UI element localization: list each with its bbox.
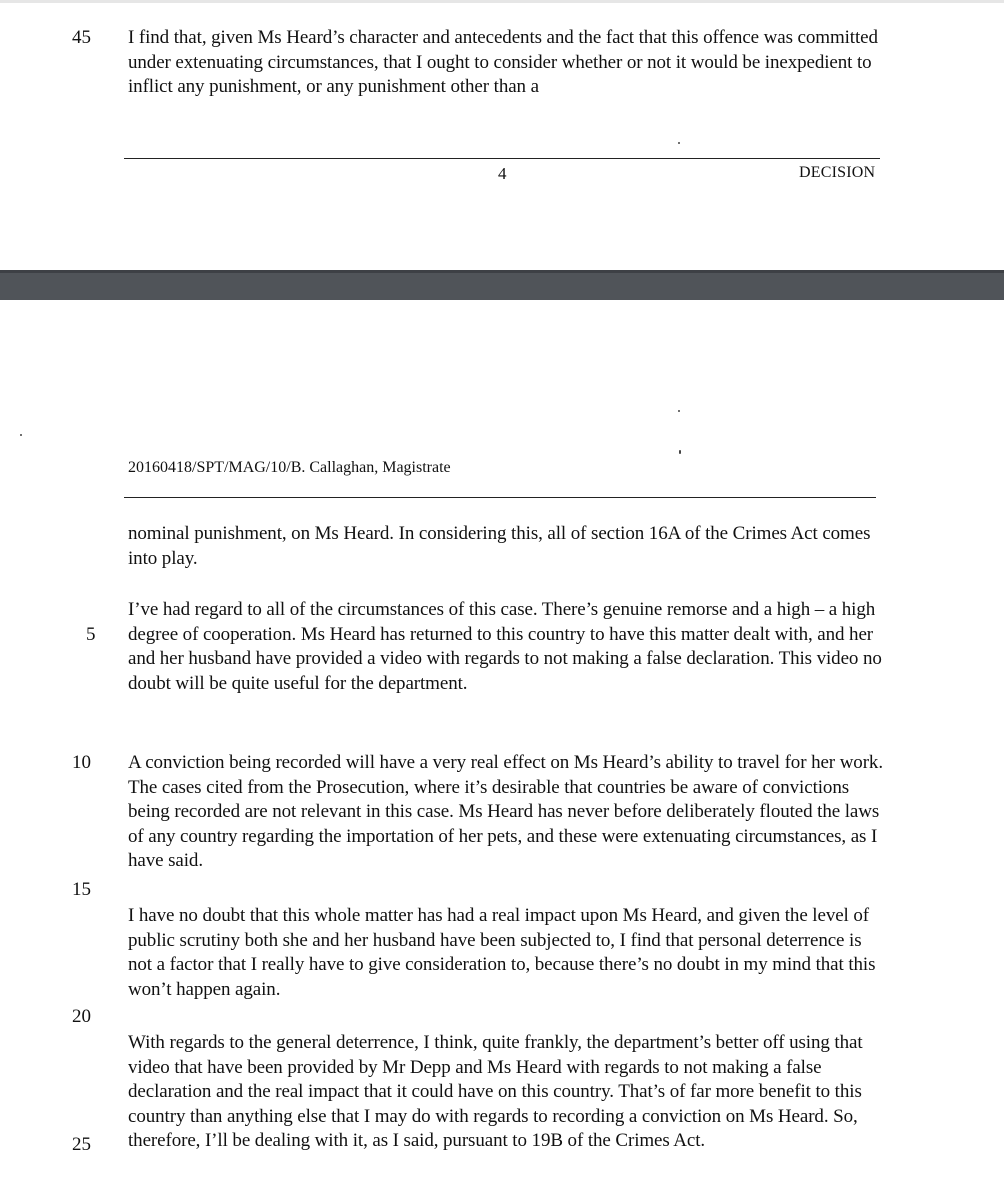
paragraph-decision-continuation: I find that, given Ms Heard’s character and antecedents and the fact that this offence was committed under extenuating circumstances, that I ought to consider whether or not it would be inexpedient to inflict any punishment, or any punishment other than a xyxy=(128,27,878,97)
line-number-45: 45 xyxy=(72,27,91,48)
document-page-4 xyxy=(0,0,1004,270)
scan-speck xyxy=(678,142,680,144)
line-number-25: 25 xyxy=(72,1134,91,1155)
paragraph-3: A conviction being recorded will have a very real effect on Ms Heard’s ability to travel for her work. The cases cited from the Prosecution, where it’s desirable that countries be aware of convictions being recorded are not relevant in this case. Ms Heard has never before deliberately flouted the laws of any country regarding the importation of her pets, and these were extenuating circumstances, as I have said. xyxy=(128,752,883,871)
paragraph-2: I’ve had regard to all of the circumstances of this case. There’s genuine remorse and a high – a high degree of cooperation. Ms Heard has returned to this country to have this matter dealt with, and her and her husband have provided a video with regards to not making a false declaration. This video no doubt will be quite useful for the department. xyxy=(128,599,882,694)
footer-page-number: 4 xyxy=(498,164,507,183)
line-number-10: 10 xyxy=(72,752,91,773)
paragraph-1: nominal punishment, on Ms Heard. In considering this, all of section 16A of the Crimes Act comes into play. xyxy=(128,523,871,569)
paragraph-4: I have no doubt that this whole matter has had a real impact upon Ms Heard, and given the level of public scrutiny both she and her husband have been subjected to, I find that personal deterrence is not a factor that I really have to give consideration to, because there’s no doubt in my mind that this won’t happen again. xyxy=(128,905,876,1000)
line-number-20: 20 xyxy=(72,1006,91,1027)
footer-rule xyxy=(124,158,880,159)
page-separator xyxy=(0,270,1004,300)
scan-speck xyxy=(678,410,680,412)
line-number-15: 15 xyxy=(72,879,91,900)
header-rule xyxy=(124,497,876,498)
line-number-5: 5 xyxy=(86,624,96,645)
page-top-edge xyxy=(0,0,1004,3)
header-case-reference: 20160418/SPT/MAG/10/B. Callaghan, Magistrate xyxy=(128,459,451,476)
paragraph-5: With regards to the general deterrence, I think, quite frankly, the department’s better off using that video that have been provided by Mr Depp and Ms Heard with regards to not making a false declaration and the real impact that it could have on this country. That’s of far more benefit to this country than anything else that I may do with regards to recording a conviction on Ms Heard. So, therefore, I’ll be dealing with it, as I said, pursuant to 19B of the Crimes Act. xyxy=(128,1032,863,1151)
document-page-5 xyxy=(0,300,1004,1188)
footer-label-decision: DECISION xyxy=(799,164,876,181)
scan-speck xyxy=(20,434,22,436)
scan-speck xyxy=(679,450,681,454)
